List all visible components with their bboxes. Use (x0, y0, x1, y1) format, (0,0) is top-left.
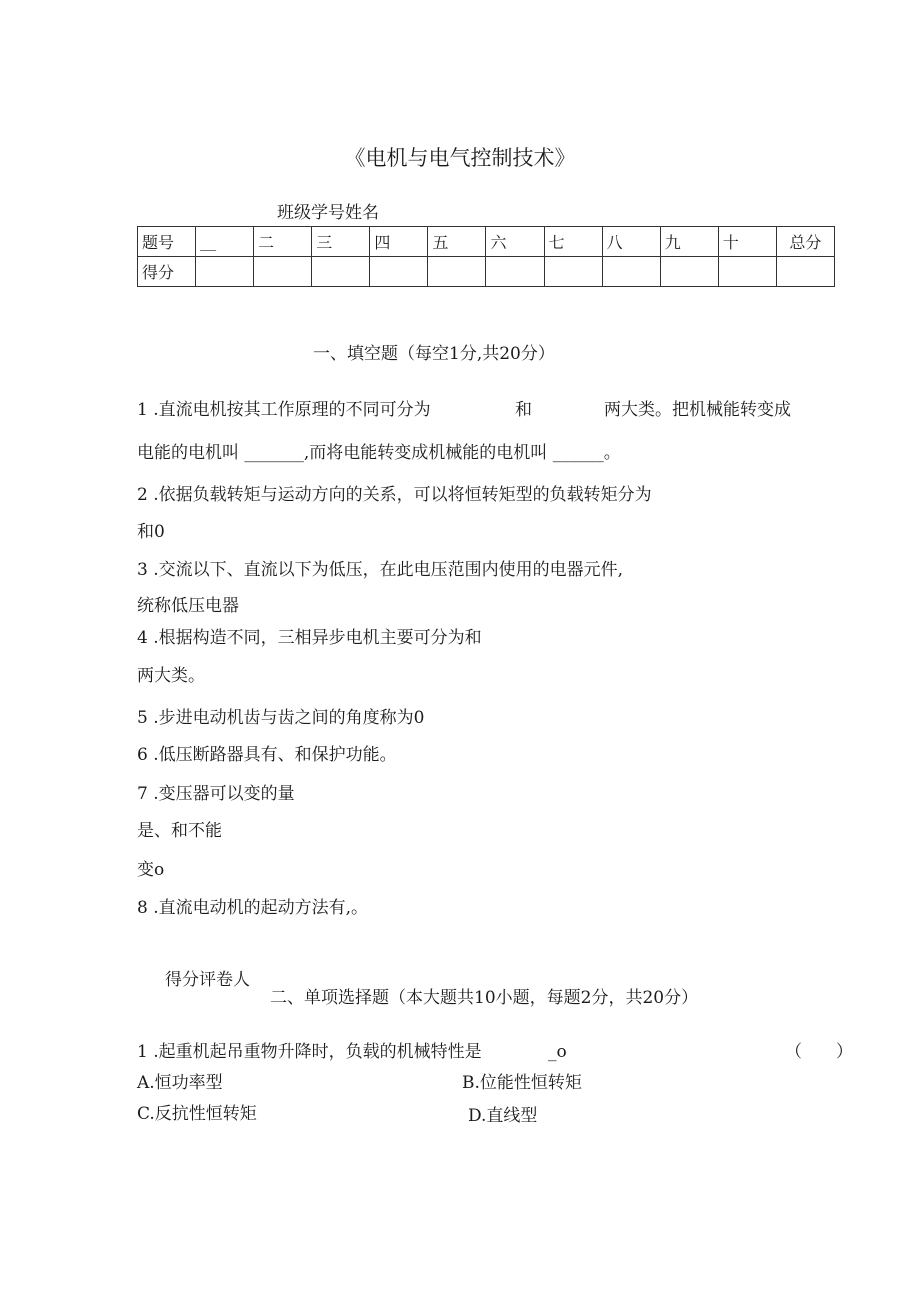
score-cell[interactable] (776, 257, 834, 287)
score-header-cell: 八 (602, 227, 660, 257)
score-cell[interactable] (428, 257, 486, 287)
section2-heading: 二、单项选择题（本大题共10小题，每题2分，共20分） (270, 988, 699, 1008)
document-title: 《电机与电气控制技术》 (344, 146, 576, 170)
score-cell[interactable] (602, 257, 660, 287)
score-cell[interactable] (718, 257, 776, 287)
question-line: 5 .步进电动机齿与齿之间的角度称为0 (137, 708, 425, 728)
question-line: 和 (515, 400, 532, 420)
question-line: 变o (137, 860, 165, 880)
score-cell[interactable] (370, 257, 428, 287)
grader-label: 得分评卷人 (165, 970, 250, 990)
question-line: 2 .依据负载转矩与运动方向的关系，可以将恒转矩型的负载转矩分为 (137, 485, 652, 505)
option-b[interactable]: B.位能性恒转矩 (462, 1073, 582, 1093)
question-line: 8 .直流电动机的起动方法有,。 (137, 898, 369, 918)
score-row-label: 得分 (138, 257, 196, 287)
score-table (137, 226, 835, 287)
question-line: 4 .根据构造不同，三相异步电机主要可分为和 (137, 628, 482, 648)
option-c[interactable]: C.反抗性恒转矩 (137, 1104, 257, 1124)
section1-heading: 一、填空题（每空1分,共20分） (313, 344, 555, 364)
question-stem: 1 .起重机起吊重物升降时，负载的机械特性是 (137, 1042, 482, 1062)
score-header-cell: 十 (718, 227, 776, 257)
score-header-cell: __ (196, 227, 254, 257)
score-header-cell: 题号 (138, 227, 196, 257)
question-line: 和0 (137, 522, 165, 542)
question-line: 两大类。把机械能转变成 (604, 400, 791, 420)
question-line: 是、和不能 (137, 821, 222, 841)
question-line: 电能的电机叫 _______,而将电能转变成机械能的电机叫 ______。 (137, 443, 621, 463)
score-header-cell: 六 (486, 227, 544, 257)
answer-parentheses[interactable]: （ ） (785, 1042, 853, 1062)
score-header-cell: 二 (254, 227, 312, 257)
score-cell[interactable] (196, 257, 254, 287)
question-line: 统称低压电器 (137, 596, 239, 616)
score-table-header-row (138, 227, 835, 257)
score-header-cell: 三 (312, 227, 370, 257)
score-header-cell: 九 (660, 227, 718, 257)
question-line: 两大类。 (137, 666, 205, 686)
score-header-cell-total: 总分 (776, 227, 834, 257)
student-info-line: 班级学号姓名 (277, 203, 379, 223)
score-cell[interactable] (312, 257, 370, 287)
option-d[interactable]: D.直线型 (468, 1106, 538, 1126)
score-cell[interactable] (544, 257, 602, 287)
answer-blank[interactable]: _o (548, 1042, 567, 1062)
score-header-cell: 四 (370, 227, 428, 257)
score-cell[interactable] (254, 257, 312, 287)
question-line: 3 .交流以下、直流以下为低压，在此电压范围内使用的电器元件, (137, 560, 624, 580)
score-table-score-row (138, 257, 835, 287)
option-a[interactable]: A.恒功率型 (137, 1073, 223, 1093)
score-cell[interactable] (660, 257, 718, 287)
score-header-cell: 五 (428, 227, 486, 257)
score-header-cell: 七 (544, 227, 602, 257)
score-cell[interactable] (486, 257, 544, 287)
question-line: 1 .直流电机按其工作原理的不同可分为 (137, 400, 431, 420)
question-line: 6 .低压断路器具有、和保护功能。 (137, 745, 397, 765)
question-line: 7 .变压器可以变的量 (137, 784, 295, 804)
